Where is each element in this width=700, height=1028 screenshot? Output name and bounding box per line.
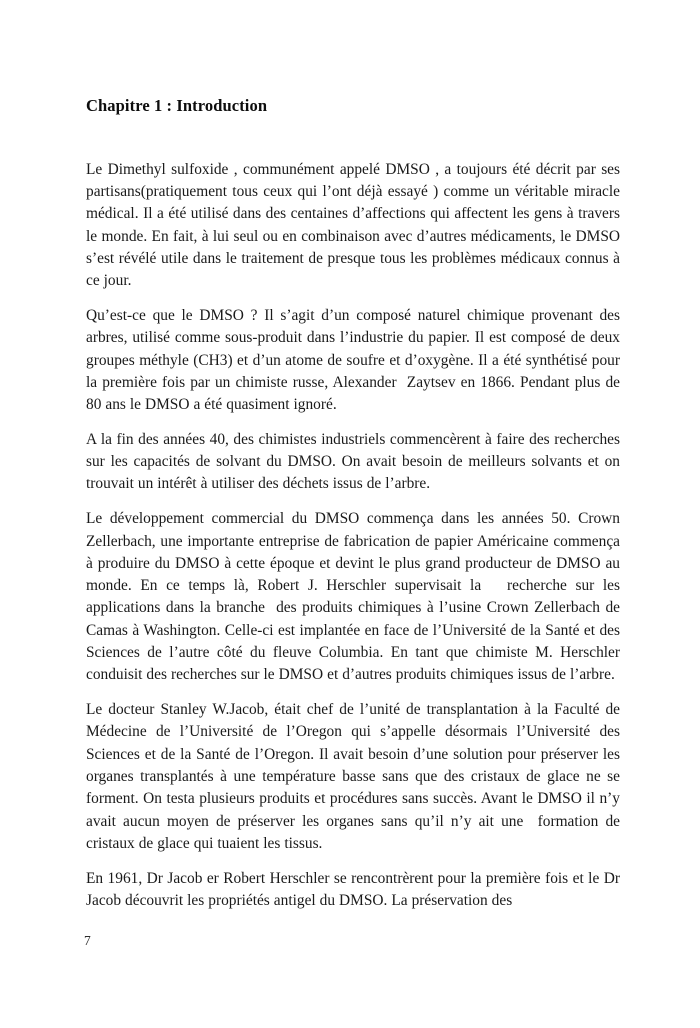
paragraph: Le docteur Stanley W.Jacob, était chef de l’unité de transplantation à la Faculté de Médecine de l’Université de l’Oregon qui s’appelle désormais l’Université des Sciences et de la Santé de l’Oregon. Il avait besoin d’une solution pour préserver les organes transplantés à une température basse sans que des cristaux de glace ne se forment. On testa plusieurs produits et procédures sans succès. Avant le DMSO il n’y avait aucun moyen de préserver les organes sans qu’il n’y ait une formation de cristaux de glace qui tuaient les tissus. <box>86 701 624 852</box>
paragraph: Le développement commercial du DMSO commença dans les années 50. Crown Zellerbach, une importante entreprise de fabrication de papier Américaine commença à produire du DMSO à cette époque et devint le plus grand producteur de DMSO au monde. En ce temps là, Robert J. Herschler supervisait la recherche sur les applications dans la branche des produits chimiques à l’usine Crown Zellerbach de Camas à Washington. Celle-ci est implantée en face de l’Université de la Santé et des Sciences de l’autre côté du fleuve Columbia. En tant que chimiste M. Herschler conduisit des recherches sur le DMSO et d’autres produits chimiques issus de l’arbre. <box>86 510 624 684</box>
page-title: Chapitre 1 : Introduction <box>86 96 268 115</box>
paragraph: Qu’est-ce que le DMSO ? Il s’agit d’un composé naturel chimique provenant des arbres, utilisé comme sous-produit dans l’industrie du papier. Il est composé de deux groupes méthyle (CH3) et d’un atome de soufre et d’oxygène. Il a été synthétisé pour la première fois par un chimiste russe, Alexander Zaytsev en 1866. Pendant plus de 80 ans le DMSO a été quasiment ignoré. <box>86 306 624 414</box>
body-text <box>86 159 624 913</box>
paragraph: A la fin des années 40, des chimistes industriels commencèrent à faire des recherches sur les capacités de solvant du DMSO. On avait besoin de meilleurs solvants et on trouvait un intérêt à utiliser des déchets issus de l’arbre. <box>86 430 624 493</box>
page-number: 7 <box>84 933 91 948</box>
page-content <box>86 96 624 912</box>
paragraph: Le Dimethyl sulfoxide , communément appelé DMSO , a toujours été décrit par ses partisans(pratiquement tous ceux qui l’ont déjà essayé ) comme un véritable miracle médical. Il a été utilisé dans des centaines d’affections qui affectent les gens à travers le monde. En fait, à lui seul ou en combinaison avec d’autres médicaments, le DMSO s’est révélé utile dans le traitement de presque tous les problèmes médicaux connus à ce jour. <box>86 160 624 290</box>
paragraph: En 1961, Dr Jacob er Robert Herschler se rencontrèrent pour la première fois et le Dr Jacob découvrit les propriétés antigel du DMSO. La préservation des <box>86 869 624 910</box>
